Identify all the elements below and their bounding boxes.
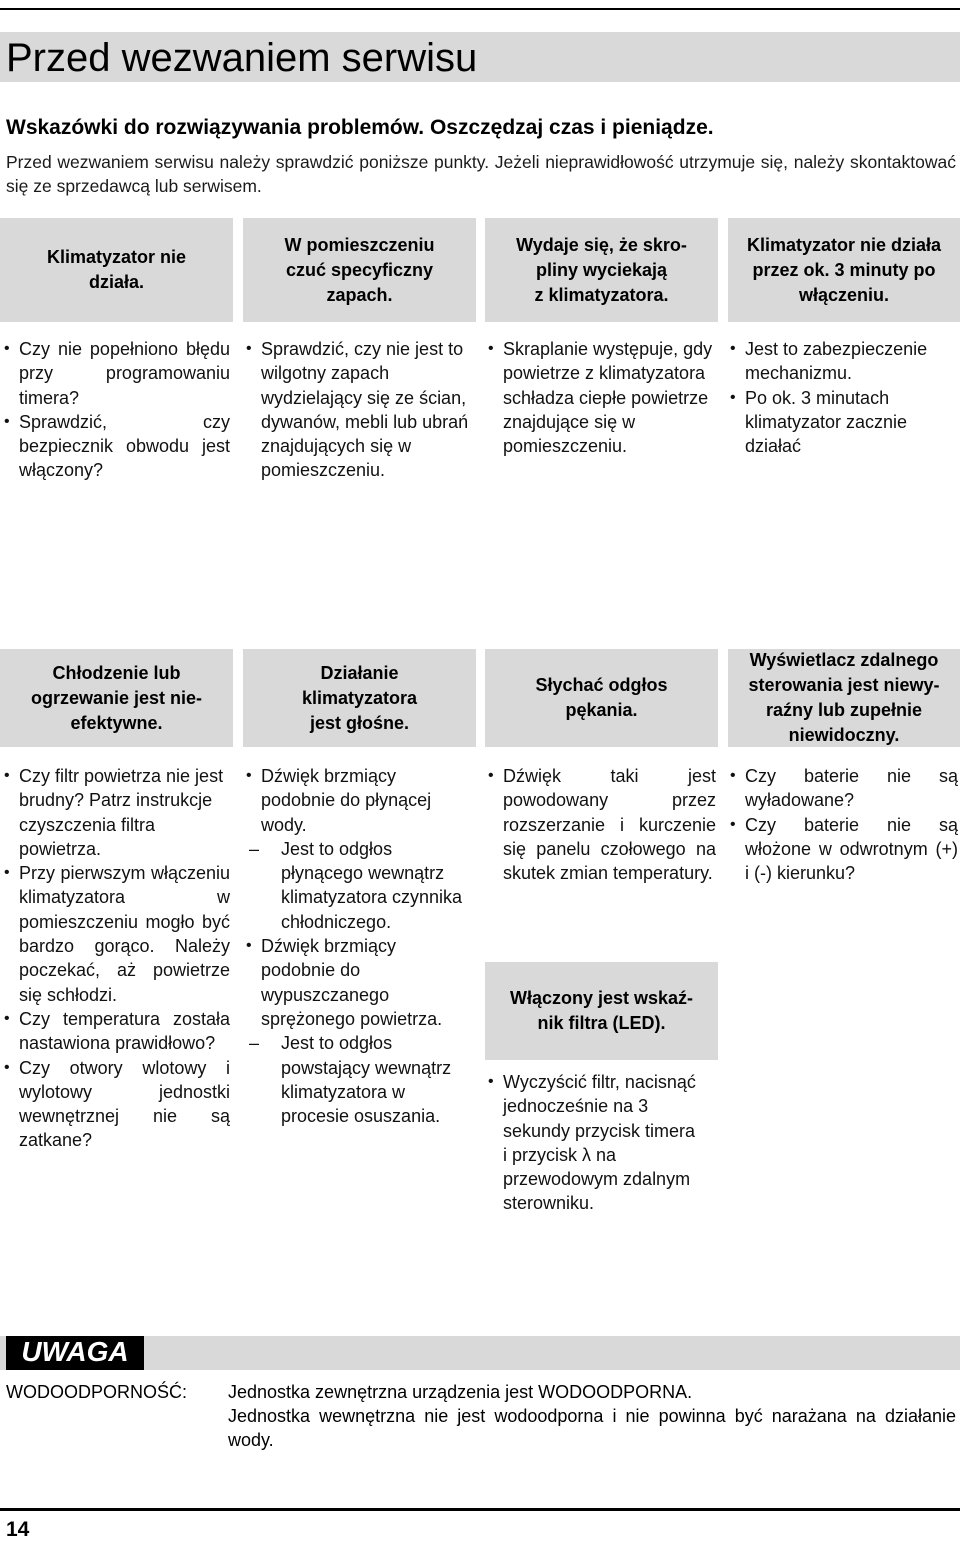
list-item: • Przy pierwszym włączeniu klimatyzatora w pomieszczeniu mogło być bardzo gorąco. Należy poczekać, aż powietrze się schłodzi.: [4, 861, 230, 1007]
list-item: • Wyczyścić filtr, nacisnąć jednocześnie na 3 sekundy przycisk timera i przycisk λ na przewodowym zdalnym sterowniku.: [488, 1070, 698, 1216]
list-item: • Sprawdzić, czy nie jest to wilgotny zapach wydzielający się ze ścian, dywanów, mebli lub ubrań znajdujących się w pomieszczeniu.: [246, 337, 472, 483]
notice-text: [228, 1380, 956, 1452]
list-item: – Jest to odgłos powstający wewnątrz klimatyzatora w procesie osuszania.: [246, 1031, 468, 1128]
body-r2c2: [246, 764, 468, 1128]
list-item: • Dźwięk taki jest powodowany przez rozszerzanie i kurczenie się panelu czołowego na skutek zmian temperatury.: [488, 764, 716, 885]
body-r2c3b: [488, 1070, 698, 1216]
top-rule: [0, 8, 960, 10]
body-r2c4: [730, 764, 958, 885]
notice-line: Jednostka wewnętrzna nie jest wodoodporna i nie powinna być narażana na działanie wody.: [228, 1406, 956, 1450]
header-r1c3: Wydaje się, że skro- pliny wyciekają z klimatyzatora.: [485, 218, 718, 322]
list-item: • Sprawdzić, czy bezpiecznik obwodu jest włączony?: [4, 410, 230, 483]
list-item: • Czy temperatura została nastawiona prawidłowo?: [4, 1007, 230, 1056]
header-r2c3: Słychać odgłos pękania.: [485, 649, 718, 747]
body-r1c4: [730, 337, 958, 458]
header-r1c4: Klimatyzator nie działa przez ok. 3 minuty po włączeniu.: [728, 218, 960, 322]
intro-text: Przed wezwaniem serwisu należy sprawdzić poniższe punkty. Jeżeli nieprawidłowość utrzymuje się, należy skontaktować się ze sprzedawcą lub serwisem.: [6, 152, 956, 196]
list-item: • Dźwięk brzmiący podobnie do wypuszczanego sprężonego powietrza.: [246, 934, 468, 1031]
notice-label: UWAGA: [21, 1336, 129, 1367]
body-r1c2: [246, 337, 472, 483]
list-item: • Czy filtr powietrza nie jest brudny? Patrz instrukcje czyszczenia filtra powietrza.: [4, 764, 230, 861]
notice-band: [0, 1336, 960, 1370]
page-title: Przed wezwaniem serwisu: [6, 36, 478, 80]
list-item: – Jest to odgłos płynącego wewnątrz klimatyzatora czynnika chłodniczego.: [246, 837, 468, 934]
body-r1c1: [4, 337, 230, 483]
notice-key: WODOODPORNOŚĆ:: [6, 1382, 188, 1402]
list-item: • Czy nie popełniono błędu przy programowaniu timera?: [4, 337, 230, 410]
list-item: • Czy otwory wlotowy i wylotowy jednostki wewnętrznej nie są zatkane?: [4, 1056, 230, 1153]
bottom-rule: [0, 1508, 960, 1511]
header-r2c4: Wyświetlacz zdalnego sterowania jest niewy- raźny lub zupełnie niewidoczny.: [728, 649, 960, 747]
page-subtitle: Wskazówki do rozwiązywania problemów. Oszczędzaj czas i pieniądze.: [6, 116, 714, 139]
notice-line: Jednostka zewnętrzna urządzenia jest WODOODPORNA.: [228, 1382, 693, 1402]
list-item: • Czy baterie nie są włożone w odwrotnym (+) i (-) kierunku?: [730, 813, 958, 886]
header-r1c2: W pomieszczeniu czuć specyficzny zapach.: [243, 218, 476, 322]
body-r1c3: [488, 337, 714, 458]
list-item: • Dźwięk brzmiący podobnie do płynącej wody.: [246, 764, 468, 837]
header-r2c1: Chłodzenie lub ogrzewanie jest nie- efektywne.: [0, 649, 233, 747]
body-r2c3a: [488, 764, 716, 885]
page-number: 14: [6, 1518, 30, 1541]
list-item: • Jest to zabezpieczenie mechanizmu.: [730, 337, 958, 386]
list-item: • Po ok. 3 minutach klimatyzator zacznie działać: [730, 386, 958, 459]
header-r1c1: Klimatyzator nie działa.: [0, 218, 233, 322]
list-item: • Czy baterie nie są wyładowane?: [730, 764, 958, 813]
header-r2c2: Działanie klimatyzatora jest głośne.: [243, 649, 476, 747]
list-item: • Skraplanie występuje, gdy powietrze z klimatyzatora schładza ciepłe powietrze znajdujące się w pomieszczeniu.: [488, 337, 714, 458]
body-r2c1: [4, 764, 230, 1153]
header-r2c3b: Włączony jest wskaź- nik filtra (LED).: [485, 962, 718, 1060]
